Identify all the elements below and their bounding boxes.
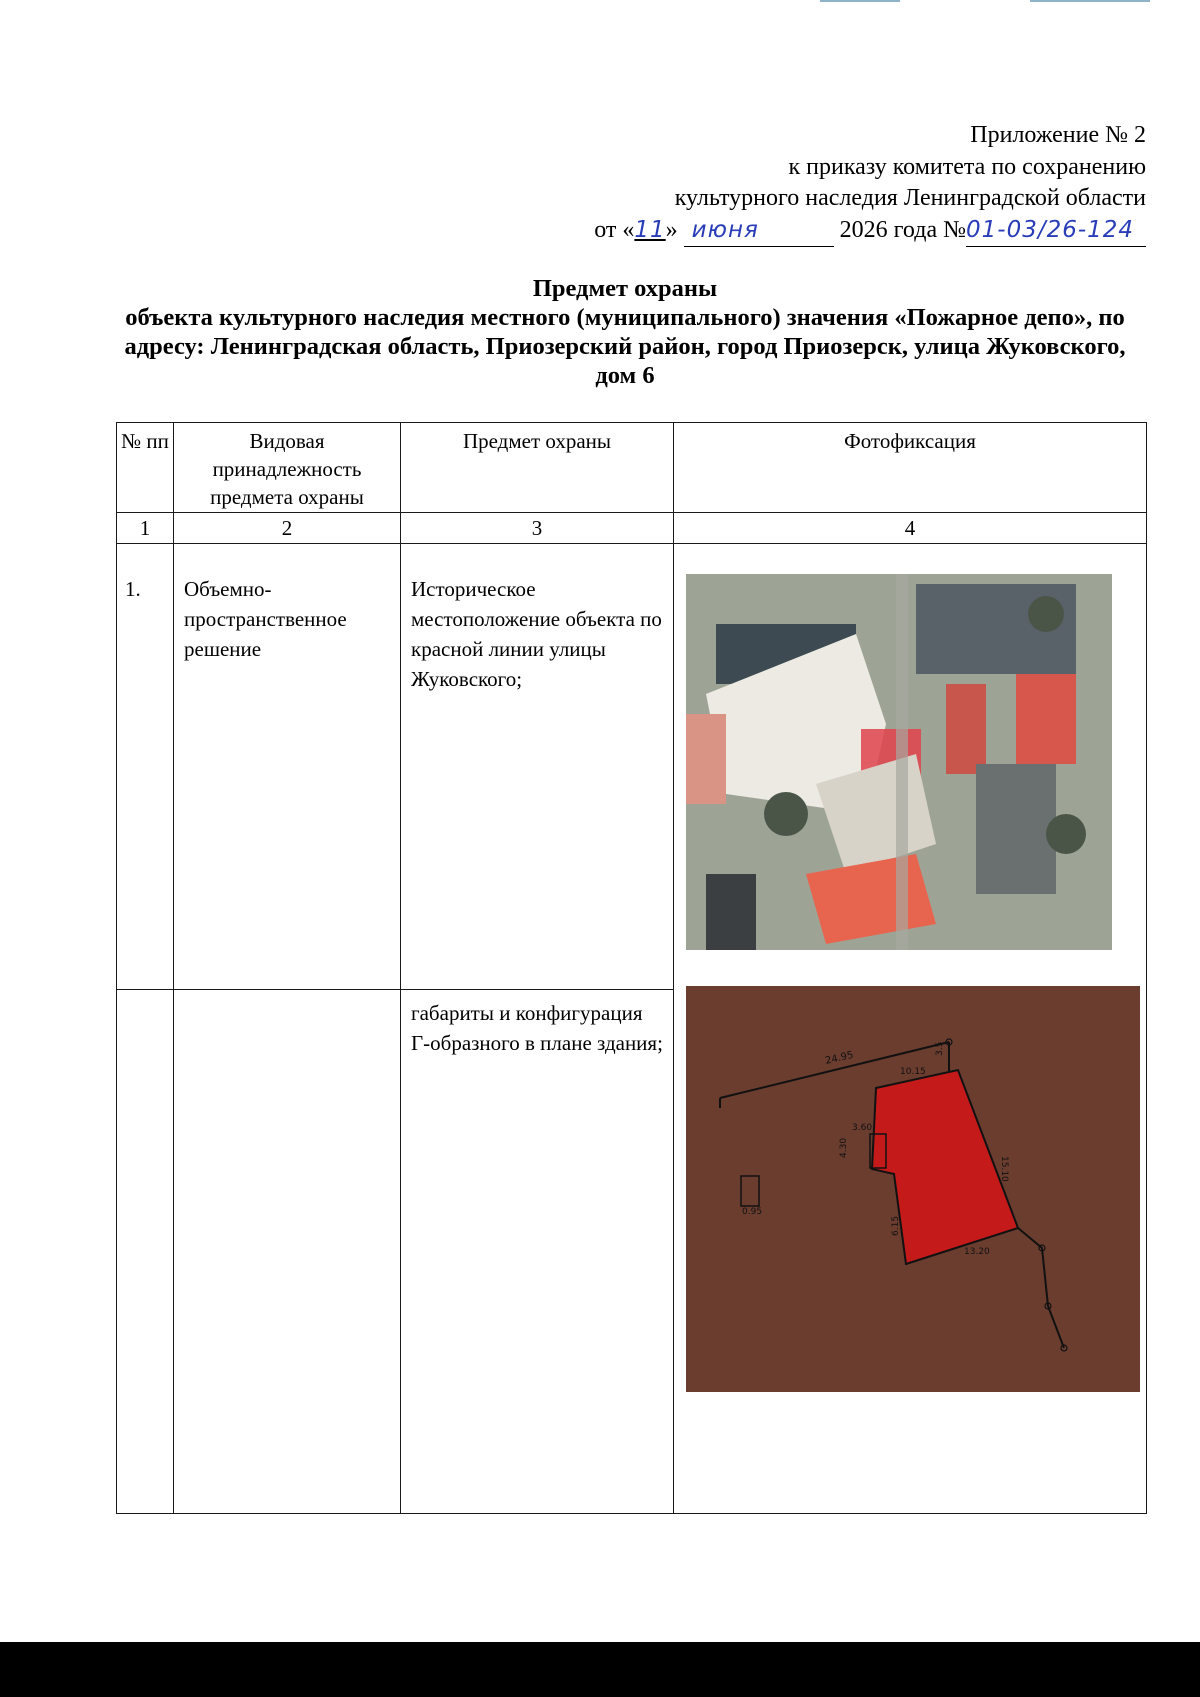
type-text: Объемно-пространственное решение	[184, 577, 347, 661]
plan-dimension: 3.60	[852, 1123, 873, 1133]
row-number	[117, 990, 173, 1020]
tree	[764, 792, 808, 836]
handwritten-order-number: 01-03/26-124	[966, 216, 1135, 243]
row-number-cell	[117, 544, 174, 990]
pink-roof-building	[686, 714, 726, 804]
type-cell	[174, 544, 401, 990]
site-plan-image	[686, 986, 1140, 1392]
aerial-photo	[686, 574, 1112, 950]
type-text	[174, 990, 400, 1020]
appendix-block	[594, 120, 1146, 247]
plan-dimension: 6.15	[891, 1215, 901, 1236]
tree	[1046, 814, 1086, 854]
plan-dimension: 10.15	[900, 1067, 926, 1077]
header-cell-num: № пп	[117, 423, 174, 513]
date-year-text: 2026 года №	[839, 216, 966, 243]
header-cell-subject: Предмет охраны	[401, 423, 674, 513]
plan-dimension: 24.95	[824, 1049, 855, 1067]
column-number: 1	[117, 513, 174, 544]
type-cell	[174, 990, 401, 1514]
appendix-line-2: к приказу комитета по сохранению	[788, 153, 1146, 180]
subject-cell	[401, 544, 674, 990]
column-number: 2	[174, 513, 401, 544]
plan-dimension: 3.5	[935, 1041, 945, 1056]
table-header-row	[117, 423, 1147, 513]
column-number: 3	[401, 513, 674, 544]
handwritten-day: 11	[634, 216, 666, 243]
column-number: 4	[674, 513, 1147, 544]
scan-artifact	[820, 0, 900, 2]
handwritten-month: июня	[691, 216, 759, 243]
appendix-line-3: культурного наследия Ленинградской области	[674, 185, 1146, 211]
appendix-line-1: Приложение № 2	[970, 122, 1146, 148]
scan-artifact	[1030, 0, 1150, 2]
header-cell-type: Видовая принадлежность предмета охраны	[174, 423, 401, 513]
plan-dimension: 15.10	[999, 1156, 1009, 1182]
column-numbers-row	[117, 513, 1147, 544]
subject-text: габариты и конфигурация Г-образного в плане здания;	[411, 1001, 663, 1055]
scan-bottom-band	[0, 1642, 1200, 1697]
plan-dimension: 4.30	[839, 1137, 849, 1158]
month-blank	[684, 215, 834, 248]
subject-text: Историческое местоположение объекта по красной линии улицы Жуковского;	[411, 577, 662, 691]
plan-dimension: 0.95	[742, 1207, 763, 1217]
red-roof-building	[1016, 674, 1076, 764]
title-line-2: объекта культурного наследия местного (муниципального) значения «Пожарное депо», по адресу: Ленинградская область, Приозерский район, город Приозерск, улица Жуковского, дом 6	[124, 304, 1126, 389]
gray-roof-building	[976, 764, 1056, 894]
row-number: 1.	[125, 577, 141, 601]
tree	[1028, 596, 1064, 632]
number-blank	[966, 215, 1146, 248]
street	[896, 574, 908, 950]
row-number-cell	[117, 990, 174, 1514]
plan-dimension: 13.20	[964, 1247, 990, 1257]
title-line-1: Предмет охраны	[532, 275, 718, 302]
date-quote-close: »	[665, 216, 678, 243]
header-cell-photo: Фотофиксация	[674, 423, 1147, 513]
dark-roof-building	[706, 874, 756, 950]
date-prefix: от «	[594, 216, 635, 243]
document-title	[110, 274, 1140, 390]
appendix-date-line	[594, 215, 1146, 248]
red-roof-building	[946, 684, 986, 774]
subject-cell	[401, 990, 674, 1514]
